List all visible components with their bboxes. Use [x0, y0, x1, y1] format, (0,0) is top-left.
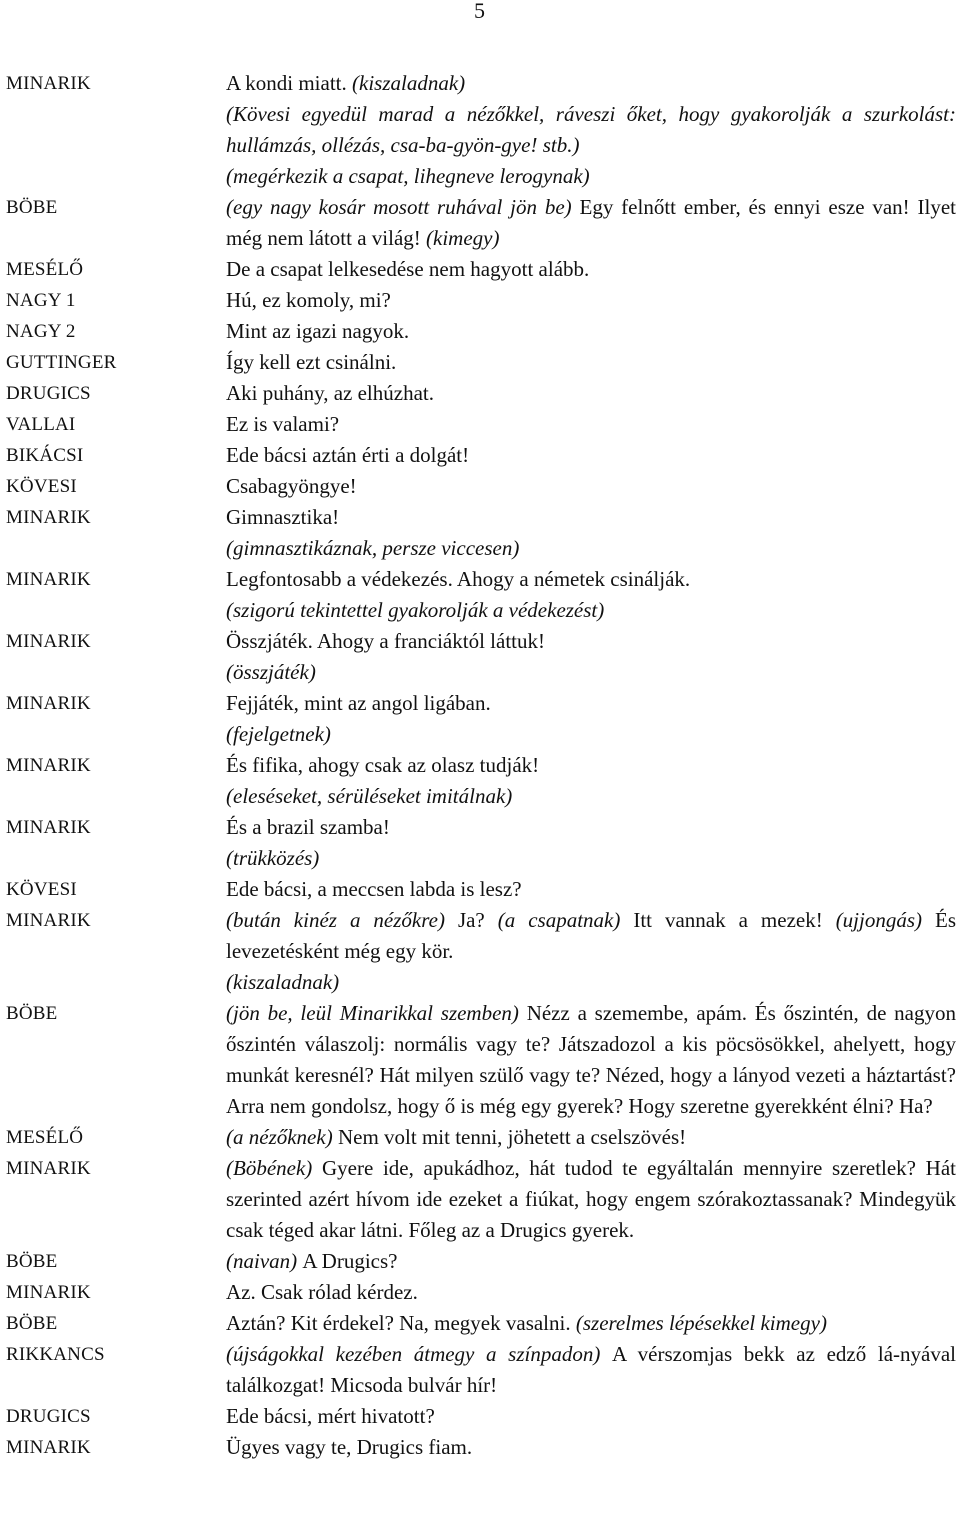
stage-direction: (eleséseket, sérüléseket imitálnak)	[226, 784, 513, 808]
spoken-text: Itt vannak a mezek!	[633, 908, 836, 932]
dialogue-text	[226, 781, 956, 812]
speaker-name: RIKKANCS	[6, 1344, 105, 1365]
script-body	[0, 68, 960, 1463]
dialogue-text	[226, 502, 956, 533]
dialogue-text	[226, 471, 956, 502]
dialogue-text	[226, 905, 956, 967]
dialogue-text	[226, 1339, 956, 1401]
speaker-name: MINARIK	[6, 817, 91, 838]
dialogue-line	[0, 533, 960, 564]
dialogue-text	[226, 254, 956, 285]
spoken-text: Az. Csak rólad kérdez.	[226, 1280, 418, 1304]
spoken-text: Csabagyöngye!	[226, 474, 357, 498]
dialogue-text	[226, 688, 956, 719]
speaker-name: BÖBE	[6, 1251, 58, 1272]
dialogue-line	[0, 657, 960, 688]
spoken-text: Hú, ez komoly, mi?	[226, 288, 391, 312]
spoken-text: És levezetésként még egy kör.	[226, 908, 956, 963]
stage-direction: (egy nagy kosár mosott ruhával jön be)	[226, 195, 580, 219]
dialogue-text	[226, 192, 956, 254]
dialogue-text	[226, 595, 956, 626]
dialogue-text	[226, 998, 956, 1122]
dialogue-text	[226, 750, 956, 781]
dialogue-line	[0, 1432, 960, 1463]
dialogue-line	[0, 1153, 960, 1246]
dialogue-text	[226, 657, 956, 688]
spoken-text: Ede bácsi, mért hivatott?	[226, 1404, 435, 1428]
dialogue-line	[0, 1277, 960, 1308]
dialogue-text	[226, 874, 956, 905]
stage-direction: (kiszaladnak)	[226, 970, 340, 994]
dialogue-line	[0, 254, 960, 285]
dialogue-line	[0, 719, 960, 750]
stage-direction: (gimnasztikáznak, persze viccesen)	[226, 536, 520, 560]
speaker-name: DRUGICS	[6, 383, 91, 404]
stage-direction: (bután kinéz a nézőkre)	[226, 908, 458, 932]
dialogue-line	[0, 316, 960, 347]
spoken-text: A kondi miatt.	[226, 71, 352, 95]
dialogue-text	[226, 533, 956, 564]
speaker-name: KÖVESI	[6, 879, 77, 900]
spoken-text: Így kell ezt csinálni.	[226, 350, 397, 374]
dialogue-text	[226, 1246, 956, 1277]
dialogue-text	[226, 1153, 956, 1246]
dialogue-line	[0, 502, 960, 533]
speaker-name: MESÉLŐ	[6, 1127, 84, 1148]
stage-direction: (kimegy)	[426, 226, 500, 250]
speaker-name: NAGY 1	[6, 290, 76, 311]
speaker-name: MINARIK	[6, 507, 91, 528]
dialogue-line	[0, 1339, 960, 1401]
spoken-text: Ede bácsi aztán érti a dolgát!	[226, 443, 470, 467]
stage-direction: (fejelgetnek)	[226, 722, 331, 746]
spoken-text: Fejjáték, mint az angol ligában.	[226, 691, 491, 715]
speaker-name: MINARIK	[6, 1158, 91, 1179]
dialogue-line	[0, 285, 960, 316]
speaker-name: MINARIK	[6, 755, 91, 776]
dialogue-line	[0, 874, 960, 905]
stage-direction: (megérkezik a csapat, lihegneve lerogynak)	[226, 164, 590, 188]
stage-direction: (szigorú tekintettel gyakorolják a védekezést)	[226, 598, 605, 622]
dialogue-text	[226, 564, 956, 595]
speaker-name: BIKÁCSI	[6, 445, 84, 466]
speaker-name: VALLAI	[6, 414, 76, 435]
stage-direction: (a nézőknek)	[226, 1125, 338, 1149]
dialogue-line	[0, 843, 960, 874]
stage-direction: (naivan)	[226, 1249, 303, 1273]
dialogue-line	[0, 812, 960, 843]
dialogue-line	[0, 967, 960, 998]
stage-direction: (szerelmes lépésekkel kimegy)	[575, 1311, 827, 1335]
spoken-text: De a csapat lelkesedése nem hagyott alább.	[226, 257, 590, 281]
dialogue-line	[0, 1308, 960, 1339]
dialogue-line	[0, 626, 960, 657]
dialogue-line	[0, 378, 960, 409]
dialogue-line	[0, 347, 960, 378]
dialogue-text	[226, 161, 956, 192]
stage-direction: (jön be, leül Minarikkal szemben)	[226, 1001, 527, 1025]
spoken-text: A Drugics?	[302, 1249, 398, 1273]
dialogue-line	[0, 688, 960, 719]
spoken-text: Mint az igazi nagyok.	[226, 319, 410, 343]
dialogue-text	[226, 409, 956, 440]
speaker-name: NAGY 2	[6, 321, 76, 342]
dialogue-line	[0, 161, 960, 192]
stage-direction: (Böbének)	[226, 1156, 322, 1180]
spoken-text: Összjáték. Ahogy a franciáktól láttuk!	[226, 629, 545, 653]
dialogue-line	[0, 99, 960, 161]
dialogue-line	[0, 1401, 960, 1432]
speaker-name: KÖVESI	[6, 476, 77, 497]
dialogue-text	[226, 812, 956, 843]
dialogue-line	[0, 998, 960, 1122]
spoken-text: Egy felnőtt ember, és ennyi esze van! Ilyet még nem látott a világ!	[226, 195, 956, 250]
speaker-name: BÖBE	[6, 1313, 58, 1334]
speaker-name: MINARIK	[6, 693, 91, 714]
spoken-text: Ede bácsi, a meccsen labda is lesz?	[226, 877, 522, 901]
spoken-text: Gyere ide, apukádhoz, hát tudod te egyáltalán mennyire szeretlek? Hát szerinted azért hívom ide ezeket a fiúkat, hogy engem szórakoztassanak? Mindegyük csak téged akar látni. Főleg az a Drugics gyerek.	[226, 1156, 956, 1242]
stage-direction: (ujjongás)	[835, 908, 935, 932]
speaker-name: BÖBE	[6, 1003, 58, 1024]
spoken-text: Aki puhány, az elhúzhat.	[226, 381, 434, 405]
spoken-text: Nézz a szemembe, apám. És őszintén, de nagyon őszintén válaszolj: normális vagy te? Játszadozol a kis pöcsösökkel, ahelyett, hogy munkát keresnél? Hát milyen szülő vagy te? Nézed, hogy a lányod vezeti a háztartást? Arra nem gondolsz, hogy ő is még egy gyerek? Hogy szeretne gyerekként élni? Ha?	[226, 1001, 956, 1118]
dialogue-text	[226, 440, 956, 471]
dialogue-text	[226, 99, 956, 161]
stage-direction: (összjáték)	[226, 660, 316, 684]
dialogue-text	[226, 316, 956, 347]
stage-direction: (kiszaladnak)	[352, 71, 466, 95]
spoken-text: Ez is valami?	[226, 412, 340, 436]
dialogue-text	[226, 1432, 956, 1463]
dialogue-text	[226, 1308, 956, 1339]
spoken-text: A vérszomjas bekk az edző lá-nyával találkozgat! Micsoda bulvár hír!	[226, 1342, 956, 1397]
speaker-name: MINARIK	[6, 910, 91, 931]
dialogue-line	[0, 564, 960, 595]
dialogue-line	[0, 595, 960, 626]
dialogue-text	[226, 1401, 956, 1432]
dialogue-text	[226, 719, 956, 750]
dialogue-line	[0, 440, 960, 471]
dialogue-line	[0, 68, 960, 99]
dialogue-text	[226, 967, 956, 998]
stage-direction: (a csapatnak)	[497, 908, 634, 932]
speaker-name: BÖBE	[6, 197, 58, 218]
dialogue-text	[226, 1122, 956, 1153]
dialogue-line	[0, 471, 960, 502]
dialogue-line	[0, 1246, 960, 1277]
stage-direction: (Kövesi egyedül marad a nézőkkel, ráveszi őket, hogy gyakorolják a szurkolást: hullámzás, ollézás, csa-ba-gyön-gye! stb.)	[226, 102, 956, 157]
dialogue-text	[226, 68, 956, 99]
dialogue-text	[226, 378, 956, 409]
dialogue-text	[226, 285, 956, 316]
spoken-text: Nem volt mit tenni, jöhetett a cselszövés!	[337, 1125, 687, 1149]
dialogue-line	[0, 409, 960, 440]
speaker-name: MINARIK	[6, 1282, 91, 1303]
dialogue-line	[0, 781, 960, 812]
page-number: 5	[474, 0, 485, 23]
dialogue-text	[226, 626, 956, 657]
dialogue-line	[0, 750, 960, 781]
speaker-name: MINARIK	[6, 1437, 91, 1458]
dialogue-text	[226, 843, 956, 874]
stage-direction: (újságokkal kezében átmegy a színpadon)	[226, 1342, 613, 1366]
dialogue-line	[0, 192, 960, 254]
spoken-text: Gimnasztika!	[226, 505, 340, 529]
spoken-text: Ja?	[457, 908, 498, 932]
spoken-text: És fifika, ahogy csak az olasz tudják!	[226, 753, 540, 777]
speaker-name: MINARIK	[6, 631, 91, 652]
speaker-name: DRUGICS	[6, 1406, 91, 1427]
dialogue-line	[0, 905, 960, 967]
dialogue-line	[0, 1122, 960, 1153]
speaker-name: MESÉLŐ	[6, 259, 84, 280]
dialogue-text	[226, 1277, 956, 1308]
dialogue-text	[226, 347, 956, 378]
spoken-text: Ügyes vagy te, Drugics fiam.	[226, 1435, 473, 1459]
spoken-text: Legfontosabb a védekezés. Ahogy a németek csinálják.	[226, 567, 691, 591]
speaker-name: MINARIK	[6, 73, 91, 94]
speaker-name: MINARIK	[6, 569, 91, 590]
spoken-text: Aztán? Kit érdekel? Na, megyek vasalni.	[226, 1311, 576, 1335]
speaker-name: GUTTINGER	[6, 352, 117, 373]
stage-direction: (trükközés)	[226, 846, 320, 870]
spoken-text: És a brazil szamba!	[226, 815, 390, 839]
